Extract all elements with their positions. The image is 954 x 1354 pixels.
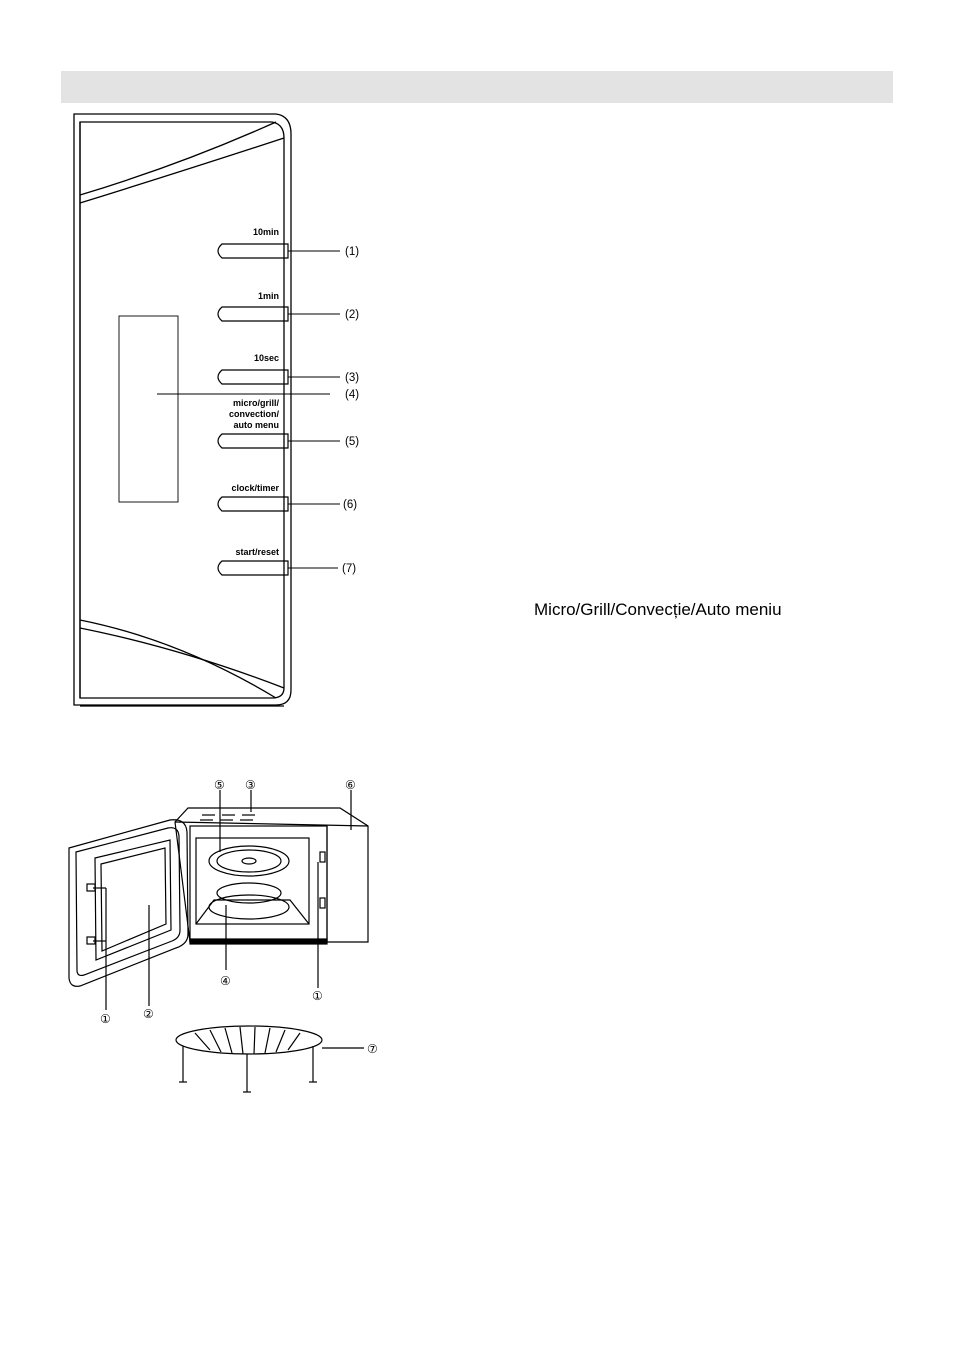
callout-grill-rack: ⑦ xyxy=(367,1042,378,1056)
button-1min[interactable] xyxy=(218,291,359,321)
button-callout: (2) xyxy=(345,309,360,321)
button-label-line-2: convection/ xyxy=(228,409,279,419)
callout-door-latch-left: ① xyxy=(100,1012,111,1026)
button-label: start/reset xyxy=(235,547,279,557)
callout-control-panel: ⑥ xyxy=(345,778,356,792)
button-10sec[interactable] xyxy=(218,353,359,384)
callout-waveguide: ③ xyxy=(245,778,256,792)
button-label: 1min xyxy=(257,291,279,301)
callout-glass-tray: ⑤ xyxy=(214,778,225,792)
button-label: 10sec xyxy=(253,353,279,363)
display-window xyxy=(119,316,178,502)
button-callout: (5) xyxy=(345,436,360,448)
button-label-line-3: auto menu xyxy=(233,420,279,430)
button-micro-grill-convection[interactable] xyxy=(218,398,359,448)
callout-ring: ④ xyxy=(220,974,231,988)
button-10min[interactable] xyxy=(218,227,359,258)
button-start-reset[interactable] xyxy=(218,547,356,575)
button-callout: (1) xyxy=(345,246,360,258)
button-label: 10min xyxy=(252,227,279,237)
legend-micro-menu-text: Micro/Grill/Convecție/Auto meniu xyxy=(534,600,782,619)
button-label: clock/timer xyxy=(231,483,279,493)
callout-door-latch-right: ① xyxy=(312,989,323,1003)
callout-window: ② xyxy=(143,1007,154,1021)
display-callout: (4) xyxy=(345,389,360,401)
button-callout: (3) xyxy=(345,372,360,384)
button-clock-timer[interactable] xyxy=(218,483,357,511)
button-callout: (6) xyxy=(343,499,358,511)
button-callout: (7) xyxy=(342,563,357,575)
oven-figure xyxy=(69,790,368,1092)
button-label-line-1: micro/grill/ xyxy=(232,398,279,408)
